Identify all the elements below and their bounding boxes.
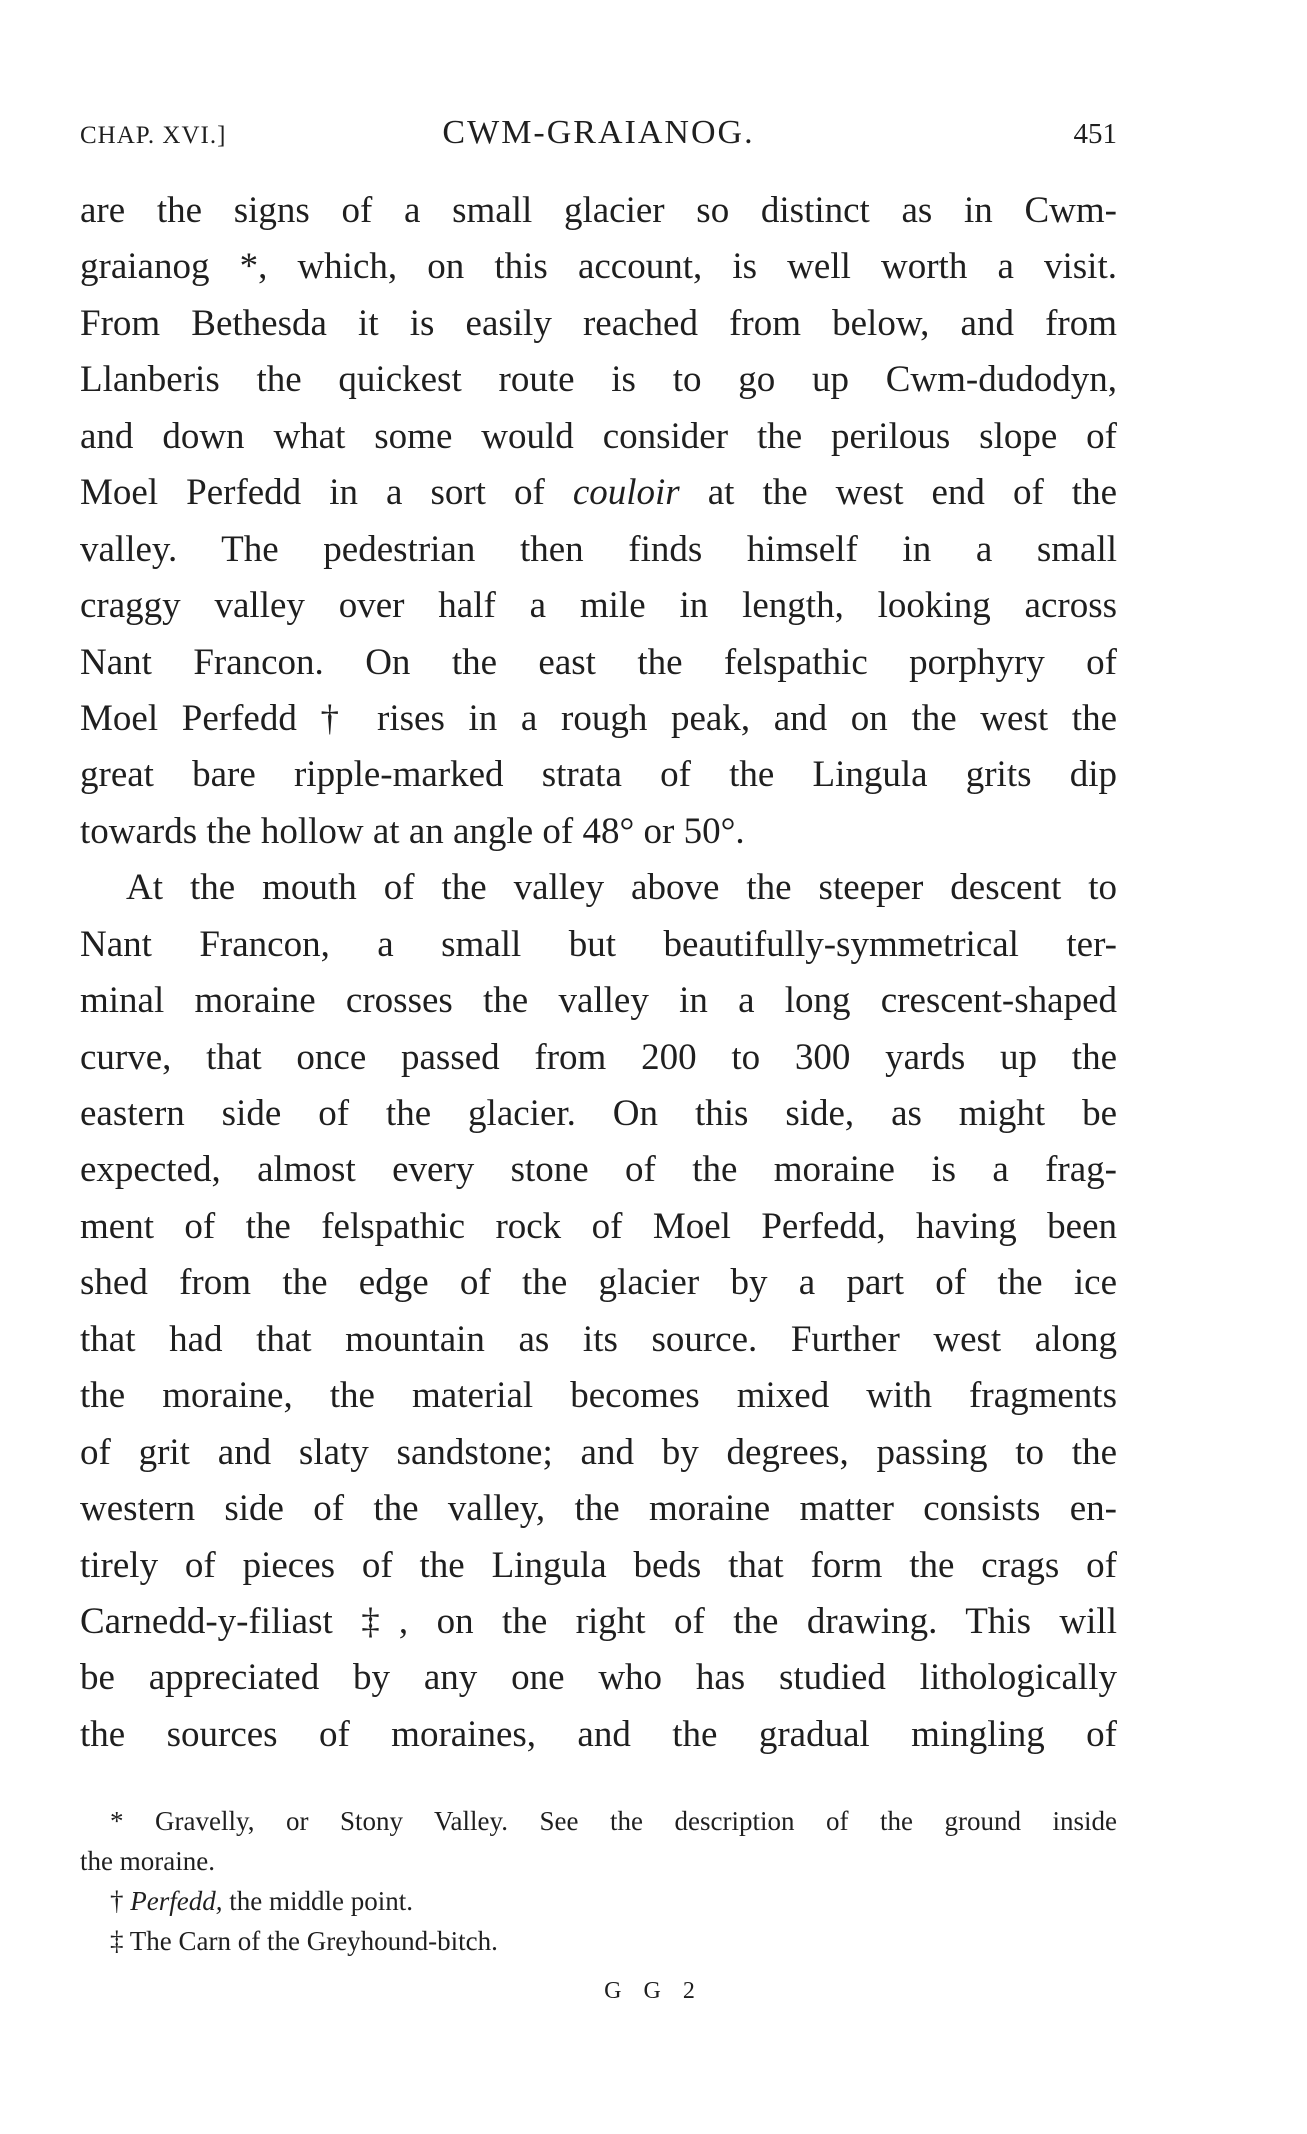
text-line: Moel Perfedd † rises in a rough peak, and on the west the bbox=[80, 697, 1117, 739]
text-line-with-italic bbox=[80, 465, 1117, 521]
signature-mark: G G 2 bbox=[604, 1978, 703, 2004]
italic-term: couloir bbox=[572, 472, 680, 514]
text-line: the sources of moraines, and the gradual mingling of bbox=[80, 1713, 1117, 1755]
text-line: From Bethesda it is easily reached from below, and from bbox=[80, 302, 1117, 344]
text-line: are the signs of a small glacier so distinct as in Cwm- bbox=[80, 190, 1117, 231]
text-line: great bare ripple-marked strata of the Lingula grits dip bbox=[80, 754, 1117, 796]
text-line: tirely of pieces of the Lingula beds that form the crags of bbox=[80, 1544, 1117, 1586]
text-line: graianog *, which, on this account, is well worth a visit. bbox=[80, 246, 1117, 288]
text-fragment: Moel Perfedd in a sort of bbox=[80, 472, 573, 514]
footnote-1-line-1: * Gravelly, or Stony Valley. See the description of the ground inside bbox=[110, 1806, 1117, 1836]
footnote-2 bbox=[80, 1881, 1117, 1921]
text-line: of grit and slaty sandstone; and by degrees, passing to the bbox=[80, 1431, 1117, 1473]
text-line: shed from the edge of the glacier by a part of the ice bbox=[80, 1262, 1117, 1304]
body-text bbox=[80, 183, 1117, 1763]
dagger-mark: † bbox=[110, 1886, 131, 1916]
text-line: minal moraine crosses the valley in a long crescent-shaped bbox=[80, 980, 1117, 1022]
footnote-1-line-2: the moraine. bbox=[80, 1846, 215, 1876]
text-line: valley. The pedestrian then finds himself in a small bbox=[80, 528, 1117, 570]
text-fragment: at the west end of the bbox=[679, 472, 1117, 514]
text-line: Llanberis the quickest route is to go up Cwm-dudodyn, bbox=[80, 359, 1117, 401]
chapter-label: CHAP. XVI.] bbox=[80, 122, 227, 149]
text-line: curve, that once passed from 200 to 300 yards up the bbox=[80, 1036, 1117, 1078]
text-line: craggy valley over half a mile in length, looking across bbox=[80, 585, 1117, 627]
running-header bbox=[80, 112, 1117, 156]
text-line: western side of the valley, the moraine matter consists en- bbox=[80, 1488, 1117, 1530]
footnote-3: ‡ The Carn of the Greyhound-bitch. bbox=[110, 1926, 498, 1956]
footnote-text: the middle point. bbox=[222, 1886, 413, 1916]
text-line: the moraine, the material becomes mixed with fragments bbox=[80, 1375, 1117, 1417]
text-line: that had that mountain as its source. Further west along bbox=[80, 1318, 1117, 1360]
text-line: Nant Francon. On the east the felspathic porphyry of bbox=[80, 641, 1117, 683]
text-line: ment of the felspathic rock of Moel Perfedd, having been bbox=[80, 1205, 1117, 1247]
text-line: Carnedd-y-filiast ‡, on the right of the drawing. This will bbox=[80, 1600, 1117, 1642]
footnotes bbox=[80, 1801, 1117, 1961]
text-line: expected, almost every stone of the moraine is a frag- bbox=[80, 1149, 1117, 1191]
text-line: At the mouth of the valley above the steeper descent to bbox=[126, 867, 1117, 909]
running-title: CWM-GRAIANOG. bbox=[442, 114, 755, 151]
page-number: 451 bbox=[1073, 118, 1117, 150]
text-line: eastern side of the glacier. On this side, as might be bbox=[80, 1093, 1117, 1134]
text-line: towards the hollow at an angle of 48° or 50°. bbox=[80, 810, 745, 852]
text-line: be appreciated by any one who has studied lithologically bbox=[80, 1657, 1117, 1699]
italic-term: Perfedd, bbox=[130, 1886, 223, 1916]
text-line: Nant Francon, a small but beautifully-symmetrical ter- bbox=[80, 923, 1117, 965]
text-line: and down what some would consider the perilous slope of bbox=[80, 415, 1117, 457]
